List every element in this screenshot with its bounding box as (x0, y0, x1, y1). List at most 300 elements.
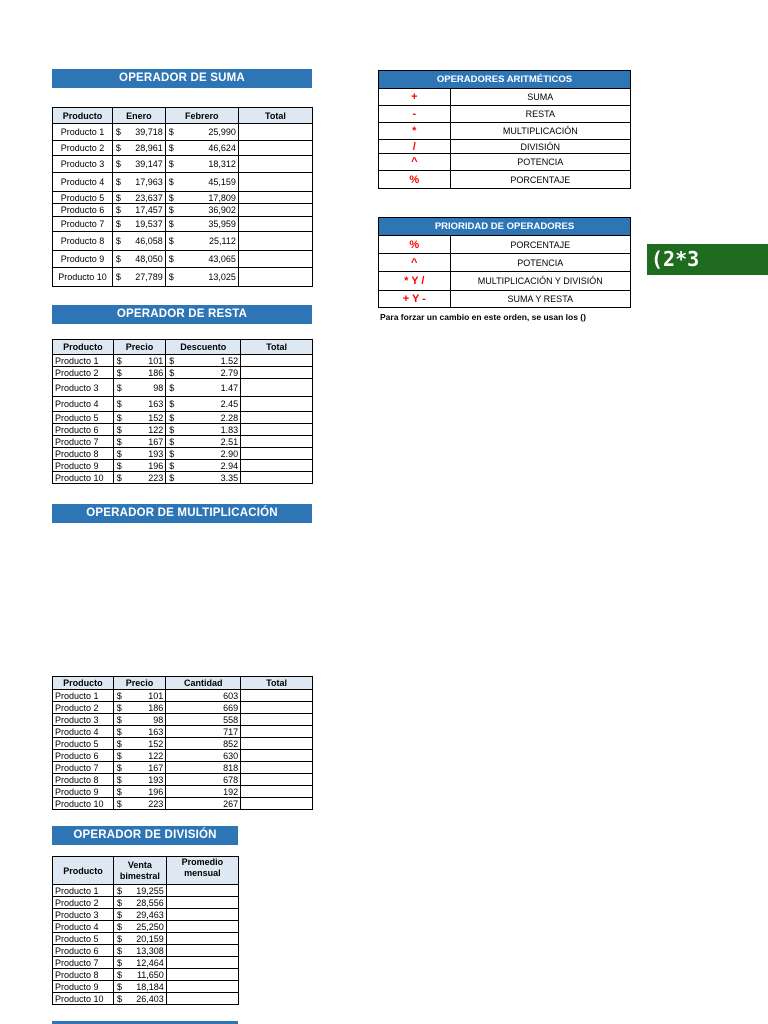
first-value-cell (113, 460, 166, 472)
total-cell (241, 355, 313, 367)
product-name: Producto 10 (53, 993, 114, 1005)
first-value-cell (113, 367, 166, 379)
currency-symbol: $ (116, 702, 122, 713)
currency-symbol: $ (116, 969, 122, 980)
quantity-cell: 818 (166, 762, 241, 774)
resta-title: OPERADOR DE RESTA (52, 305, 312, 324)
product-name: Producto 8 (53, 232, 113, 251)
quantity-cell: 852 (166, 738, 241, 750)
first-value-cell (112, 217, 165, 232)
operator-symbol: ^ (379, 154, 451, 171)
currency-symbol: $ (116, 933, 122, 944)
second-value-cell (165, 232, 238, 251)
second-value-value: 1.47 (220, 382, 239, 393)
total-cell (241, 460, 313, 472)
operator-row (379, 171, 631, 189)
currency-symbol: $ (168, 159, 174, 169)
second-value-value: 35,959 (208, 219, 236, 229)
table-row (53, 355, 313, 367)
product-name: Producto 5 (53, 933, 114, 945)
first-value-cell (112, 141, 165, 156)
total-cell (238, 217, 312, 232)
operator-symbol: ^ (379, 254, 451, 272)
first-value-value: 20,159 (136, 933, 164, 944)
currency-symbol: $ (115, 192, 121, 203)
table-row (53, 379, 313, 397)
currency-symbol: $ (115, 254, 121, 264)
currency-symbol: $ (116, 786, 122, 797)
first-value-cell (112, 173, 165, 192)
product-name: Producto 8 (53, 448, 114, 460)
col-header: Promedio mensual (166, 857, 238, 885)
table-row (53, 690, 313, 702)
second-value-cell (166, 355, 241, 367)
product-name: Producto 1 (53, 885, 114, 897)
currency-symbol: $ (116, 424, 122, 435)
second-value-value: 1.83 (220, 424, 239, 435)
currency-symbol: $ (169, 367, 175, 378)
second-value-cell (165, 124, 238, 141)
total-cell (238, 156, 312, 173)
currency-symbol: $ (116, 714, 122, 725)
quantity-cell: 630 (166, 750, 241, 762)
first-value-value: 27,789 (135, 272, 163, 282)
operator-row (379, 106, 631, 123)
table-row (53, 217, 313, 232)
formula-box: (2*3 (647, 244, 768, 275)
table-row (53, 412, 313, 424)
total-cell (241, 726, 313, 738)
average-cell (166, 969, 238, 981)
product-name: Producto 7 (53, 957, 114, 969)
currency-symbol: $ (116, 957, 122, 968)
table-row (53, 702, 313, 714)
currency-symbol: $ (116, 762, 122, 773)
second-value-value: 2.45 (220, 399, 239, 409)
average-cell (166, 909, 238, 921)
table-row (53, 909, 239, 921)
first-value-cell (113, 702, 166, 714)
operator-row (379, 291, 631, 308)
table-row (53, 232, 313, 251)
quantity-cell: 717 (166, 726, 241, 738)
second-value-value: 43,065 (208, 254, 236, 264)
total-cell (241, 472, 313, 484)
currency-symbol: $ (116, 367, 122, 378)
table-row (53, 945, 239, 957)
product-name: Producto 6 (53, 204, 113, 217)
table-row (53, 933, 239, 945)
product-name: Producto 10 (53, 798, 114, 810)
first-value-value: 25,250 (136, 921, 164, 932)
product-name: Producto 8 (53, 774, 114, 786)
division-table (52, 856, 239, 1005)
second-value-cell (165, 217, 238, 232)
first-value-value: 101 (148, 690, 164, 701)
second-value-cell (166, 412, 241, 424)
second-value-value: 3.35 (220, 472, 239, 483)
table-row (53, 981, 239, 993)
currency-symbol: $ (115, 272, 121, 282)
currency-symbol: $ (169, 412, 175, 423)
first-value-value: 122 (148, 750, 164, 761)
total-cell (238, 124, 312, 141)
second-value-value: 25,112 (209, 236, 236, 246)
first-value-cell (113, 774, 166, 786)
second-value-value: 2.94 (220, 460, 239, 471)
product-name: Producto 4 (53, 726, 114, 738)
currency-symbol: $ (116, 355, 122, 366)
col-header: Producto (53, 340, 114, 355)
total-cell (241, 702, 313, 714)
product-name: Producto 3 (53, 156, 113, 173)
product-name: Producto 2 (53, 141, 113, 156)
product-name: Producto 9 (53, 251, 113, 268)
product-name: Producto 2 (53, 897, 114, 909)
product-name: Producto 5 (53, 738, 114, 750)
total-cell (241, 738, 313, 750)
currency-symbol: $ (116, 399, 122, 409)
quantity-cell: 669 (166, 702, 241, 714)
table-row (53, 714, 313, 726)
currency-symbol: $ (116, 981, 122, 992)
first-value-cell (113, 726, 166, 738)
operator-name: SUMA (450, 89, 630, 106)
col-header: Febrero (165, 108, 238, 124)
currency-symbol: $ (116, 909, 122, 920)
operator-symbol: + (379, 89, 451, 106)
col-header: Producto (53, 857, 114, 885)
table-row (53, 786, 313, 798)
first-value-cell (113, 436, 166, 448)
first-value-cell (113, 738, 166, 750)
suma-title: OPERADOR DE SUMA (52, 69, 312, 88)
aritmeticos-title: OPERADORES ARITMÉTICOS (379, 71, 631, 89)
total-cell (241, 798, 313, 810)
first-value-value: 98 (153, 714, 164, 725)
operator-row (379, 89, 631, 106)
first-value-value: 39,718 (135, 127, 163, 137)
average-cell (166, 957, 238, 969)
first-value-value: 11,650 (136, 969, 164, 980)
table-row (53, 141, 313, 156)
prioridad-table (378, 217, 631, 308)
table-row (53, 268, 313, 287)
total-cell (241, 774, 313, 786)
total-cell (241, 412, 313, 424)
first-value-cell (112, 156, 165, 173)
table-row (53, 156, 313, 173)
currency-symbol: $ (169, 460, 175, 471)
first-value-cell (113, 921, 166, 933)
currency-symbol: $ (168, 127, 174, 137)
second-value-cell (166, 367, 241, 379)
average-cell (166, 993, 238, 1005)
first-value-cell (113, 472, 166, 484)
second-value-value: 2.28 (220, 412, 239, 423)
currency-symbol: $ (116, 897, 122, 908)
col-header: Precio (113, 340, 166, 355)
second-value-cell (165, 173, 238, 192)
quantity-cell: 267 (166, 798, 241, 810)
currency-symbol: $ (169, 448, 175, 459)
first-value-value: 48,050 (135, 254, 163, 264)
currency-symbol: $ (169, 472, 175, 483)
total-cell (238, 232, 312, 251)
table-row (53, 472, 313, 484)
second-value-cell (166, 397, 241, 412)
total-cell (238, 204, 312, 217)
total-cell (241, 379, 313, 397)
first-value-value: 223 (148, 798, 164, 809)
table-row (53, 192, 313, 204)
product-name: Producto 3 (53, 379, 114, 397)
second-value-value: 1.52 (220, 355, 239, 366)
average-cell (166, 933, 238, 945)
total-cell (241, 448, 313, 460)
first-value-value: 186 (148, 702, 164, 713)
average-cell (166, 885, 238, 897)
currency-symbol: $ (168, 272, 174, 282)
col-header: Total (241, 340, 313, 355)
second-value-value: 2.51 (220, 436, 239, 447)
currency-symbol: $ (168, 219, 174, 229)
quantity-cell: 558 (166, 714, 241, 726)
first-value-value: 196 (148, 460, 164, 471)
product-name: Producto 3 (53, 909, 114, 921)
second-value-cell (166, 460, 241, 472)
currency-symbol: $ (168, 192, 174, 203)
col-header: Enero (112, 108, 165, 124)
total-cell (241, 436, 313, 448)
first-value-value: 17,963 (135, 177, 163, 187)
second-value-value: 2.90 (220, 448, 239, 459)
table-row (53, 204, 313, 217)
first-value-value: 29,463 (136, 909, 164, 920)
first-value-cell (113, 786, 166, 798)
first-value-value: 193 (148, 774, 164, 785)
operator-symbol: + Y - (379, 291, 451, 308)
product-name: Producto 9 (53, 981, 114, 993)
total-cell (238, 268, 312, 287)
currency-symbol: $ (168, 143, 174, 153)
col-header: Precio (113, 677, 166, 690)
currency-symbol: $ (116, 885, 122, 896)
second-value-value: 36,902 (208, 205, 236, 215)
currency-symbol: $ (116, 436, 122, 447)
product-name: Producto 7 (53, 217, 113, 232)
first-value-value: 13,308 (136, 945, 164, 956)
second-value-value: 17,809 (208, 192, 236, 203)
division-title: OPERADOR DE DIVISIÓN (52, 826, 238, 845)
currency-symbol: $ (168, 205, 174, 215)
quantity-cell: 603 (166, 690, 241, 702)
operator-name: MULTIPLICACIÓN Y DIVISIÓN (450, 272, 630, 291)
second-value-cell (166, 379, 241, 397)
operator-row (379, 254, 631, 272)
product-name: Producto 10 (53, 472, 114, 484)
first-value-cell (113, 424, 166, 436)
second-value-cell (166, 436, 241, 448)
currency-symbol: $ (168, 177, 174, 187)
table-row (53, 173, 313, 192)
second-value-cell (166, 448, 241, 460)
first-value-value: 26,403 (136, 993, 164, 1004)
col-header: Cantidad (166, 677, 241, 690)
currency-symbol: $ (115, 205, 121, 215)
second-value-value: 18,312 (208, 159, 236, 169)
currency-symbol: $ (116, 738, 122, 749)
aritmeticos-table (378, 70, 631, 189)
second-value-value: 25,990 (208, 127, 236, 137)
first-value-cell (113, 885, 166, 897)
table-row (53, 897, 239, 909)
second-value-value: 13,025 (208, 272, 236, 282)
currency-symbol: $ (169, 424, 175, 435)
first-value-value: 101 (148, 355, 164, 366)
first-value-cell (112, 124, 165, 141)
first-value-value: 223 (148, 472, 164, 483)
first-value-value: 39,147 (135, 159, 163, 169)
first-value-value: 23,637 (135, 192, 163, 203)
suma-table (52, 107, 313, 287)
first-value-value: 167 (148, 436, 164, 447)
table-row (53, 993, 239, 1005)
first-value-cell (113, 379, 166, 397)
second-value-value: 2.79 (220, 367, 239, 378)
table-row (53, 969, 239, 981)
first-value-cell (113, 909, 166, 921)
total-cell (241, 397, 313, 412)
first-value-cell (113, 969, 166, 981)
col-header: Total (238, 108, 312, 124)
product-name: Producto 4 (53, 921, 114, 933)
total-cell (241, 762, 313, 774)
second-value-value: 45,159 (208, 177, 236, 187)
first-value-value: 18,184 (136, 981, 164, 992)
currency-symbol: $ (116, 690, 122, 701)
first-value-cell (113, 762, 166, 774)
product-name: Producto 4 (53, 397, 114, 412)
second-value-cell (165, 268, 238, 287)
first-value-cell (112, 232, 165, 251)
currency-symbol: $ (116, 726, 122, 737)
product-name: Producto 3 (53, 714, 114, 726)
first-value-cell (113, 897, 166, 909)
first-value-value: 19,255 (136, 885, 164, 896)
product-name: Producto 4 (53, 173, 113, 192)
table-row (53, 448, 313, 460)
average-cell (166, 921, 238, 933)
mult-title: OPERADOR DE MULTIPLICACIÓN (52, 504, 312, 523)
currency-symbol: $ (168, 236, 174, 246)
first-value-cell (112, 268, 165, 287)
first-value-value: 193 (148, 448, 164, 459)
first-value-value: 98 (153, 382, 164, 393)
product-name: Producto 6 (53, 750, 114, 762)
product-name: Producto 5 (53, 412, 114, 424)
quantity-cell: 192 (166, 786, 241, 798)
first-value-cell (113, 690, 166, 702)
table-row (53, 124, 313, 141)
quantity-cell: 678 (166, 774, 241, 786)
first-value-value: 19,537 (135, 219, 163, 229)
currency-symbol: $ (169, 382, 175, 393)
currency-symbol: $ (169, 355, 175, 366)
table-row (53, 436, 313, 448)
currency-symbol: $ (116, 382, 122, 393)
operator-name: RESTA (450, 106, 630, 123)
first-value-cell (113, 412, 166, 424)
first-value-value: 12,464 (136, 957, 164, 968)
first-value-cell (112, 204, 165, 217)
table-row (53, 885, 239, 897)
product-name: Producto 5 (53, 192, 113, 204)
table-row (53, 397, 313, 412)
product-name: Producto 9 (53, 460, 114, 472)
operator-symbol: / (379, 140, 451, 154)
table-row (53, 424, 313, 436)
col-header: Descuento (166, 340, 241, 355)
currency-symbol: $ (115, 236, 121, 246)
currency-symbol: $ (115, 127, 121, 137)
first-value-cell (113, 957, 166, 969)
operator-name: MULTIPLICACIÓN (450, 123, 630, 140)
second-value-cell (166, 424, 241, 436)
first-value-value: 28,556 (136, 897, 164, 908)
operator-name: DIVISIÓN (450, 140, 630, 154)
total-cell (238, 141, 312, 156)
first-value-cell (113, 750, 166, 762)
first-value-cell (113, 448, 166, 460)
currency-symbol: $ (115, 143, 121, 153)
product-name: Producto 9 (53, 786, 114, 798)
currency-symbol: $ (116, 921, 122, 932)
currency-symbol: $ (116, 460, 122, 471)
currency-symbol: $ (116, 945, 122, 956)
product-name: Producto 2 (53, 702, 114, 714)
operator-name: PORCENTAJE (450, 236, 630, 254)
currency-symbol: $ (116, 472, 122, 483)
operator-row (379, 236, 631, 254)
first-value-value: 163 (148, 726, 164, 737)
col-header: Producto (53, 108, 113, 124)
total-cell (241, 714, 313, 726)
table-row (53, 762, 313, 774)
currency-symbol: $ (115, 177, 121, 187)
operator-row (379, 154, 631, 171)
product-name: Producto 1 (53, 124, 113, 141)
col-header: Venta bimestral (113, 857, 166, 885)
first-value-value: 163 (148, 399, 164, 409)
currency-symbol: $ (116, 412, 122, 423)
prioridad-note: Para forzar un cambio en este orden, se usan los () (380, 312, 586, 322)
currency-symbol: $ (168, 254, 174, 264)
currency-symbol: $ (115, 159, 121, 169)
currency-symbol: $ (116, 774, 122, 785)
resta-table (52, 339, 313, 484)
col-header: Producto (53, 677, 114, 690)
operator-row (379, 272, 631, 291)
product-name: Producto 7 (53, 436, 114, 448)
operator-symbol: % (379, 171, 451, 189)
first-value-cell (112, 192, 165, 204)
total-cell (241, 750, 313, 762)
first-value-value: 186 (148, 367, 164, 378)
currency-symbol: $ (116, 750, 122, 761)
first-value-value: 46,058 (135, 236, 163, 246)
total-cell (241, 690, 313, 702)
